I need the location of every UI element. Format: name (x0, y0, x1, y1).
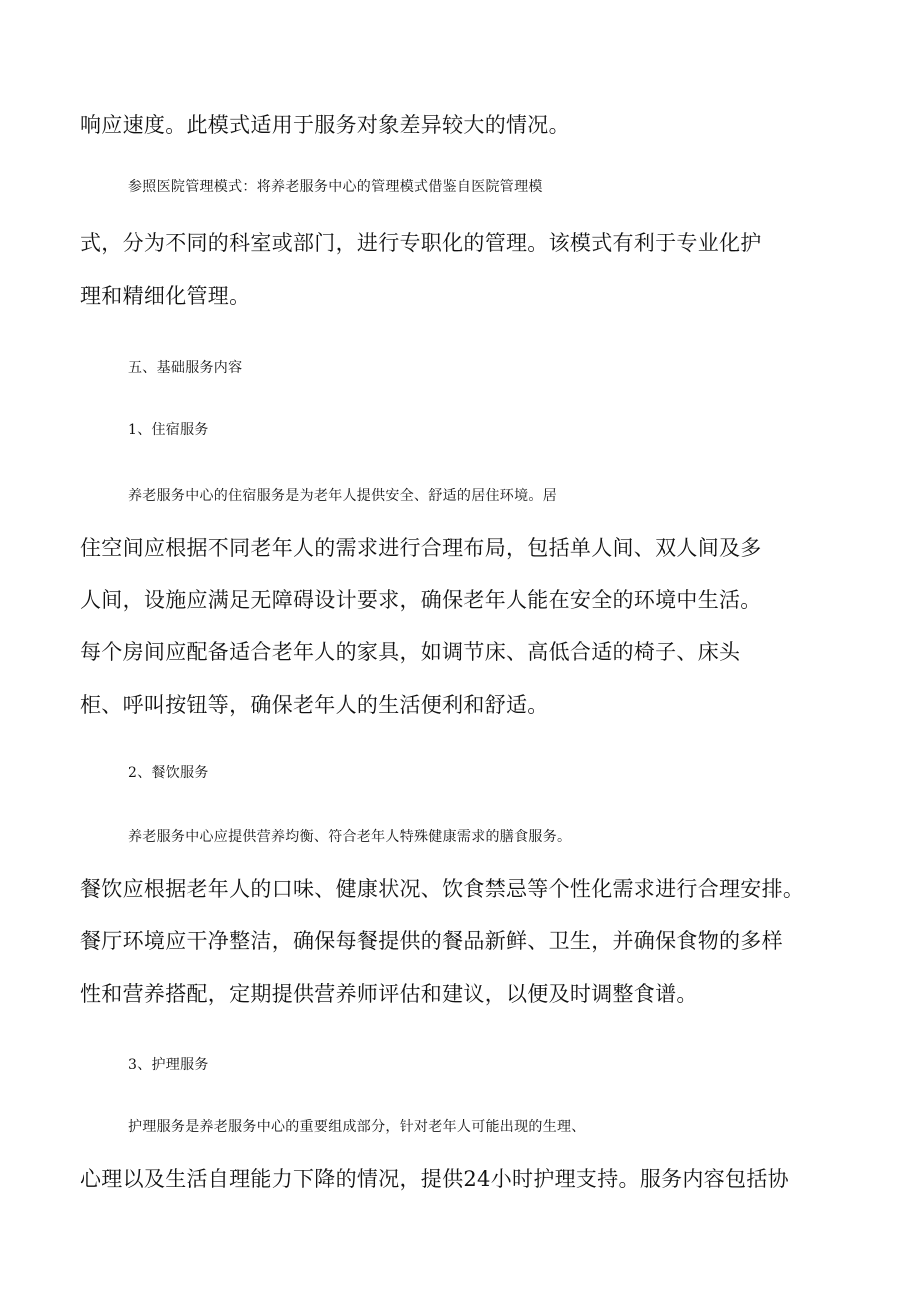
paragraph-line: 参照医院管理模式：将养老服务中心的管理模式借鉴自医院管理模 (128, 179, 543, 195)
paragraph-line: 养老服务中心应提供营养均衡、符合老年人特殊健康需求的膳食服务。 (128, 829, 572, 845)
paragraph-line: 每个房间应配备适合老年人的家具，如调节床、高低合适的椅子、床头 (80, 640, 741, 664)
paragraph-line: 响应速度。此模式适用于服务对象差异较大的情况。 (80, 113, 570, 137)
paragraph-line: 柜、呼叫按钮等，确保老年人的生活便利和舒适。 (80, 693, 549, 717)
paragraph-line: 理和精细化管理。 (80, 284, 251, 308)
paragraph-line: 住空间应根据不同老年人的需求进行合理布局，包括单人间、双人间及多 (80, 536, 762, 560)
paragraph-line: 式，分为不同的科室或部门，进行专职化的管理。该模式有利于专业化护 (80, 231, 762, 255)
paragraph-line: 心理以及生活自理能力下降的情况，提供24小时护理支持。服务内容包括协 (80, 1167, 789, 1191)
paragraph-line: 人间，设施应满足无障碍设计要求，确保老年人能在安全的环境中生活。 (80, 588, 762, 612)
paragraph-line: 性和营养搭配，定期提供营养师评估和建议，以便及时调整食谱。 (80, 982, 698, 1006)
paragraph-line: 护理服务是养老服务中心的重要组成部分，针对老年人可能出现的生理、 (128, 1119, 586, 1135)
subsection-heading: 2、餐饮服务 (128, 765, 209, 781)
paragraph-line: 养老服务中心的住宿服务是为老年人提供安全、舒适的居住环境。居 (128, 488, 557, 504)
paragraph-line: 餐厅环境应干净整洁，确保每餐提供的餐品新鲜、卫生，并确保食物的多样 (80, 929, 783, 953)
paragraph-line: 餐饮应根据老年人的口味、健康状况、饮食禁忌等个性化需求进行合理安排。 (80, 877, 805, 901)
subsection-heading: 3、护理服务 (128, 1057, 209, 1073)
subsection-heading: 1、住宿服务 (128, 422, 209, 438)
section-heading: 五、基础服务内容 (128, 360, 243, 376)
